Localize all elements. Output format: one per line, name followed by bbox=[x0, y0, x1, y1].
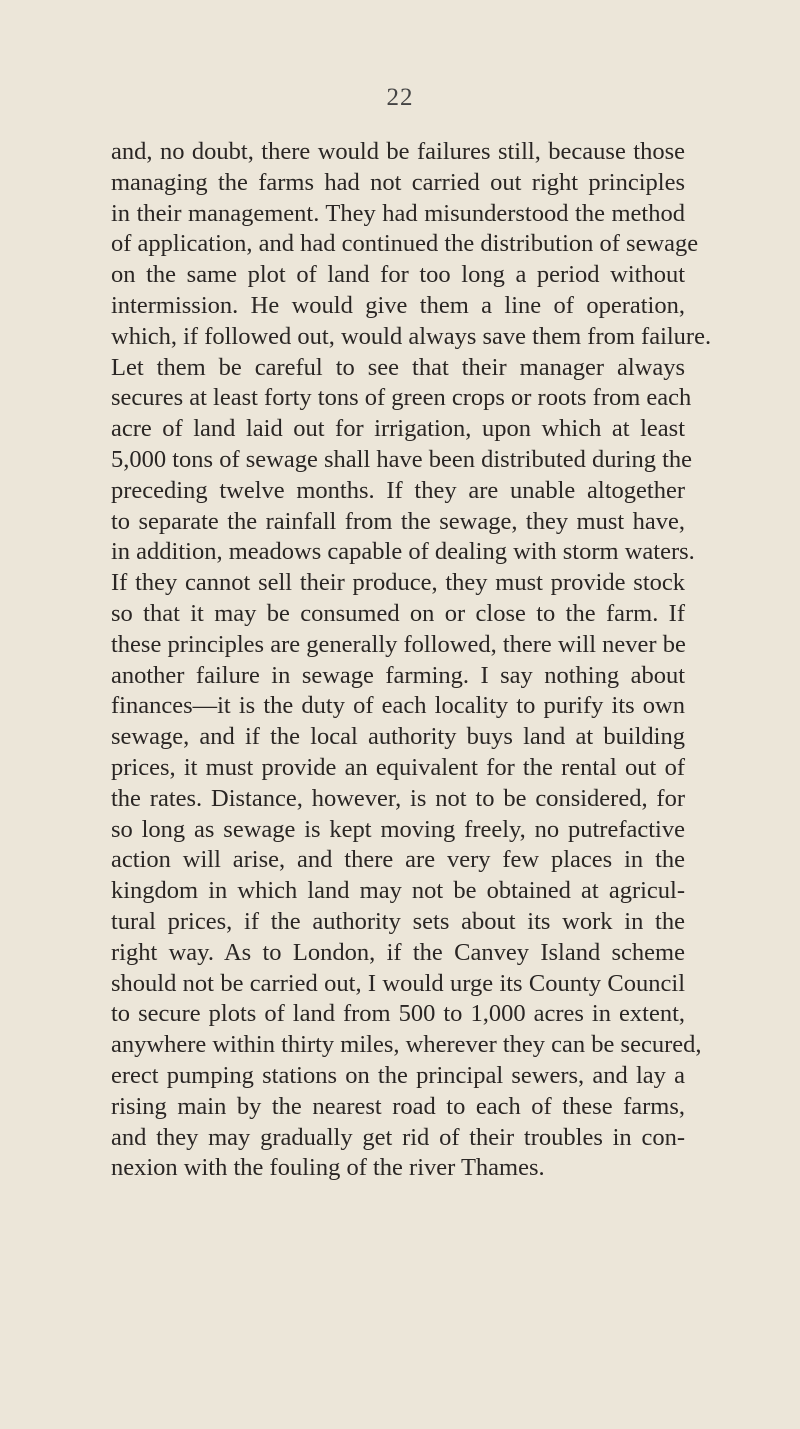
text-line: in addition, meadows capable of dealing with storm waters. bbox=[111, 538, 695, 566]
text-line: so that it may be consumed on or close to the farm. If bbox=[111, 599, 685, 627]
text-line: so long as sewage is kept moving freely, no putrefactive bbox=[111, 815, 685, 843]
text-line: prices, it must provide an equivalent for the rental out of bbox=[111, 753, 685, 781]
text-line: Let them be careful to see that their manager always bbox=[111, 353, 685, 381]
text-line: to separate the rainfall from the sewage, they must have, bbox=[111, 507, 685, 535]
page-number: 22 bbox=[386, 84, 414, 111]
text-line: secures at least forty tons of green crops or roots from each bbox=[111, 384, 692, 412]
text-line: of application, and had continued the distribution of sewage bbox=[111, 230, 699, 258]
text-line: action will arise, and there are very few places in the bbox=[111, 846, 685, 874]
text-line: erect pumping stations on the principal sewers, and lay a bbox=[111, 1061, 685, 1089]
text-line: should not be carried out, I would urge its County Council bbox=[111, 969, 685, 997]
text-line: and they may gradually get rid of their troubles in con- bbox=[111, 1123, 685, 1151]
text-line: sewage, and if the local authority buys land at building bbox=[111, 723, 685, 751]
text-line: rising main by the nearest road to each of these farms, bbox=[111, 1092, 685, 1120]
text-line: to secure plots of land from 500 to 1,000 acres in extent, bbox=[111, 1000, 685, 1028]
text-line: preceding twelve months. If they are unable altogether bbox=[111, 476, 685, 504]
text-line: which, if followed out, would always save them from failure. bbox=[111, 322, 712, 350]
text-line: intermission. He would give them a line of operation, bbox=[111, 291, 685, 319]
text-line: finances—it is the duty of each locality to purify its own bbox=[111, 692, 685, 720]
text-line: nexion with the fouling of the river Thames. bbox=[111, 1154, 545, 1182]
text-line: another failure in sewage farming. I say nothing about bbox=[111, 661, 685, 689]
text-line: the rates. Distance, however, is not to be considered, for bbox=[111, 784, 685, 812]
text-line: in their management. They had misunderstood the method bbox=[111, 199, 685, 227]
text-line: these principles are generally followed, there will never be bbox=[111, 630, 686, 658]
text-line: managing the farms had not carried out right principles bbox=[111, 168, 685, 196]
text-line: anywhere within thirty miles, wherever they can be secured, bbox=[111, 1031, 702, 1059]
text-line: tural prices, if the authority sets about its work in the bbox=[111, 907, 685, 935]
body-paragraph bbox=[111, 137, 712, 1184]
text-line: 5,000 tons of sewage shall have been distributed during the bbox=[111, 445, 693, 473]
text-line: If they cannot sell their produce, they must provide stock bbox=[111, 569, 685, 597]
text-line: kingdom in which land may not be obtained at agricul- bbox=[111, 877, 685, 905]
text-line: right way. As to London, if the Canvey Island scheme bbox=[111, 938, 685, 966]
text-line: and, no doubt, there would be failures still, because those bbox=[111, 138, 685, 165]
text-line: acre of land laid out for irrigation, upon which at least bbox=[111, 415, 685, 443]
text-line: on the same plot of land for too long a period without bbox=[111, 261, 685, 289]
